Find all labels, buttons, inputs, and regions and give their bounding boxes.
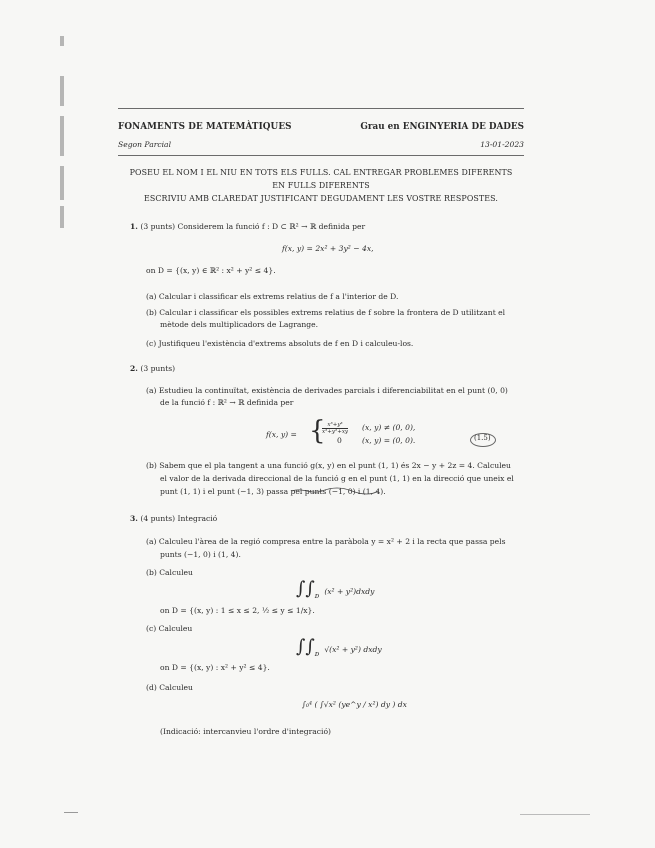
problem-3-part-b-domain: on D = {(x, y) : 1 ≤ x ≤ 2, ½ ≤ y ≤ 1/x}. — [160, 606, 315, 615]
degree-title: Grau en ENGINYERIA DE DADES — [360, 122, 524, 132]
problem-2-part-b-line2: el valor de la derivada direccional de la funció g en el punt (1, 1) en la direcció que uneix el — [160, 474, 514, 483]
header-bottom-rule — [118, 155, 524, 156]
problem-1-intro: 1. (3 punts) Considerem la funció f : D ⊂ ℝ² → ℝ definida per — [130, 222, 366, 231]
problem-1-domain: on D = {(x, y) ∈ ℝ² : x² + y² ≤ 4}. — [146, 266, 276, 275]
exam-label: Segon Parcial — [118, 140, 171, 149]
problem-1-part-b-line1: (b) Calcular i classificar els possibles extrems relatius de f sobre la frontera de D utilitzant el — [146, 308, 506, 317]
piecewise-f-label: f(x, y) = — [266, 430, 297, 439]
course-title: FONAMENTS DE MATEMÀTIQUES — [118, 122, 292, 132]
problem-3-part-d: (d) Calculeu — [146, 683, 193, 692]
problem-1-part-a: (a) Calcular i classificar els extrems relatius de f a l'interior de D. — [146, 292, 399, 301]
double-integral-b: $\int\int_ᴅ$ (x² + y²)dxdy — [296, 578, 375, 600]
scan-mark-bottom-right — [520, 814, 590, 815]
problem-1-formula: f(x, y) = 2x² + 3y² − 4x, — [282, 244, 374, 253]
scan-edge-marks — [60, 36, 66, 236]
iterated-integral-d: ∫₀⁴ ( ∫√x² (ye^y / x²) dy ) dx — [302, 700, 407, 709]
problem-2-part-b-line1: (b) Sabem que el pla tangent a una funció g(x, y) en el punt (1, 1) és 2x − y + 2z = 4. Calculeu — [146, 461, 511, 470]
integral-sign-icon: ∫∫ — [296, 636, 315, 657]
integral-sign-icon: ∫∫ — [296, 578, 315, 599]
problem-3-part-c-domain: on D = {(x, y) : x² + y² ≤ 4}. — [160, 663, 270, 672]
problem-3-part-c: (c) Calculeu — [146, 624, 193, 633]
exam-date: 13-01-2023 — [480, 140, 524, 149]
piecewise-case2-value: 0 — [337, 436, 342, 445]
problem-2-intro: 2. (3 punts) — [130, 364, 176, 373]
problem-3-part-a-line1: (a) Calculeu l'àrea de la regió compresa entre la paràbola y = x² + 2 i la recta que passa pels — [146, 537, 506, 546]
piecewise-case1-condition: (x, y) ≠ (0, 0), — [362, 423, 416, 432]
double-integral-c: $\int\int_ᴅ$ √(x² + y²) dxdy — [296, 636, 382, 658]
instruction-line-3: ESCRIVIU AMB CLAREDAT JUSTIFICANT DEGUDAMENT LES VOSTRE RESPOSTES. — [144, 194, 498, 203]
piecewise-case2-condition: (x, y) = (0, 0). — [362, 436, 416, 445]
problem-2-part-b-line3: punt (1, 1) i el punt (−1, 3) passa pel punts (−1, 0) i (1, 4). — [160, 487, 386, 496]
problem-2-part-a-line1: (a) Estudieu la continuïtat, existència de derivades parcials i diferenciabilitat en el punt (0, 0) — [146, 386, 508, 395]
problem-3-part-a-line2: punts (−1, 0) i (1, 4). — [160, 550, 241, 559]
handwritten-score-note: (1.5) — [474, 434, 491, 442]
problem-1-part-c: (c) Justifiqueu l'existència d'extrems absoluts de f en D i calculeu-los. — [146, 339, 414, 348]
problem-3-intro: 3. (4 punts) Integració — [130, 514, 218, 523]
scan-mark-bottom-left — [64, 812, 78, 813]
instruction-line-2: EN FULLS DIFERENTS — [272, 181, 370, 190]
piecewise-fraction: $\frac{\text{x³+y³}}{\text{x²+y²+xy}}$ — [322, 422, 349, 435]
problem-3-part-b: (b) Calculeu — [146, 568, 193, 577]
instruction-line-1: POSEU EL NOM I EL NIU EN TOTS ELS FULLS. CAL ENTREGAR PROBLEMES DIFERENTS — [129, 168, 513, 177]
piecewise-brace: { — [309, 416, 326, 446]
header-top-rule — [118, 108, 524, 109]
problem-3-hint: (Indicació: intercanvieu l'ordre d'integració) — [160, 727, 331, 736]
handwritten-strikethrough — [292, 487, 378, 495]
problem-1-part-b-line2: mètode dels multiplicadors de Lagrange. — [160, 320, 319, 329]
problem-2-part-a-line2: de la funció f : ℝ² → ℝ definida per — [160, 398, 294, 407]
